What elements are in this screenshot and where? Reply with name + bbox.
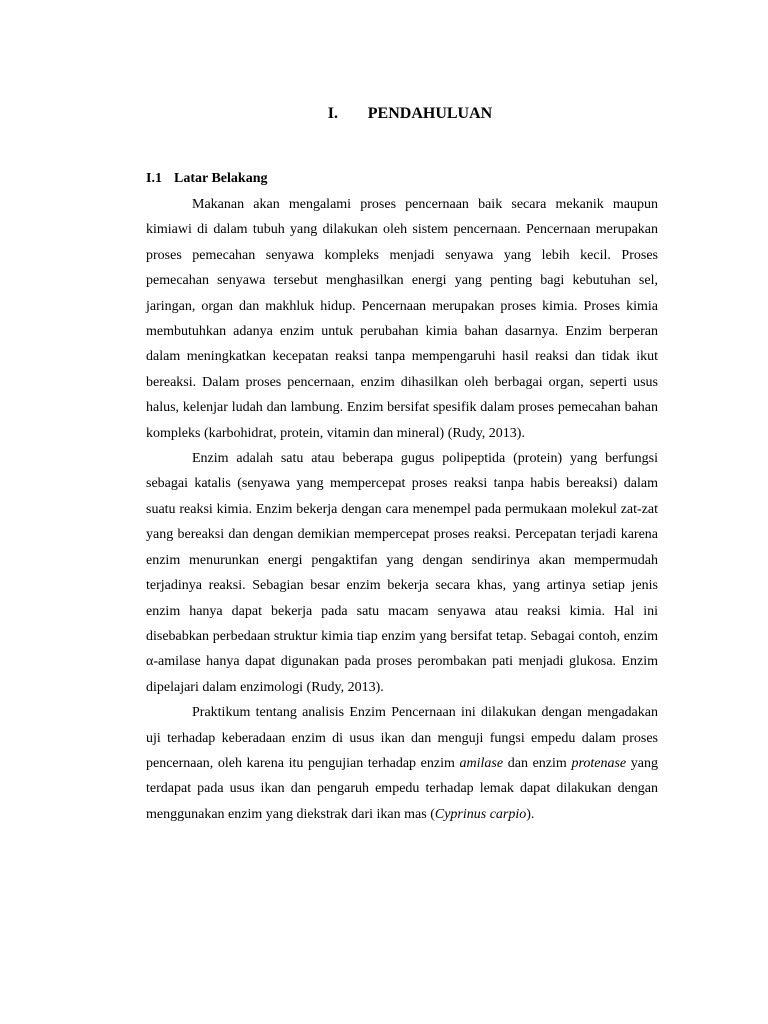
chapter-number: I.	[327, 105, 338, 122]
term-protenase: protenase	[571, 755, 627, 771]
species-name: Cyprinus carpio	[434, 806, 527, 822]
body-text	[146, 192, 658, 827]
paragraph-3-text-2: dan enzim	[503, 755, 572, 771]
paragraph-3-text-3: yang terdapat pada usus ikan dan pengaruh empedu terhadap lemak dapat dilakukan dengan menggunakan enzim yang diekstrak dari ikan mas (	[146, 755, 659, 822]
chapter-title-text: PENDAHULUAN	[367, 105, 493, 122]
chapter-title	[0, 104, 768, 124]
paragraph-1: Makanan akan mengalami proses pencernaan baik secara mekanik maupun kimiawi di dalam tubuh yang dilakukan oleh sistem pencernaan. Pencernaan merupakan proses pemecahan senyawa kompleks menjadi senyawa yang lebih kecil. Proses pemecahan senyawa tersebut menghasilkan energi yang penting bagi kebutuhan sel, jaringan, organ dan makhluk hidup. Pencernaan merupakan proses kimia. Proses kimia membutuhkan adanya enzim untuk perubahan kimia bahan dasarnya. Enzim berperan dalam meningkatkan kecepatan reaksi tanpa mempengaruhi hasil reaksi dan tidak ikut bereaksi. Dalam proses pencernaan, enzim dihasilkan oleh berbagai organ, seperti usus halus, kelenjar ludah dan lambung. Enzim bersifat spesifik dalam proses pemecahan bahan kompleks (karbohidrat, protein, vitamin dan mineral) (Rudy, 2013).	[146, 197, 658, 441]
section-heading	[146, 170, 267, 188]
section-title: Latar Belakang	[174, 171, 268, 186]
paragraph-3	[146, 700, 658, 827]
paragraph-3-text-4: ).	[526, 806, 535, 822]
paragraph-2: Enzim adalah satu atau beberapa gugus polipeptida (protein) yang berfungsi sebagai katalis (senyawa yang mempercepat proses reaksi tanpa habis bereaksi) dalam suatu reaksi kimia. Enzim bekerja dengan cara menempel pada permukaan molekul zat-zat yang bereaksi dan dengan demikian mempercepat proses reaksi. Percepatan terjadi karena enzim menurunkan energi pengaktifan yang dengan sendirinya akan mempermudah terjadinya reaksi. Sebagian besar enzim bekerja secara khas, yang artinya setiap jenis enzim hanya dapat bekerja pada satu macam senyawa atau reaksi kimia. Hal ini disebabkan perbedaan struktur kimia tiap enzim yang bersifat tetap. Sebagai contoh, enzim α-amilase hanya dapat digunakan pada proses perombakan pati menjadi glukosa. Enzim dipelajari dalam enzimologi (Rudy, 2013).	[146, 451, 658, 695]
section-number: I.1	[146, 171, 162, 186]
paragraph-3-text-1: Praktikum tentang analisis Enzim Pencernaan ini dilakukan dengan mengadakan uji terhadap keberadaan enzim di usus ikan dan menguji fungsi empedu dalam proses pencernaan, oleh karena itu pengujian terhadap enzim	[146, 705, 658, 771]
term-amilase: amilase	[459, 755, 504, 771]
